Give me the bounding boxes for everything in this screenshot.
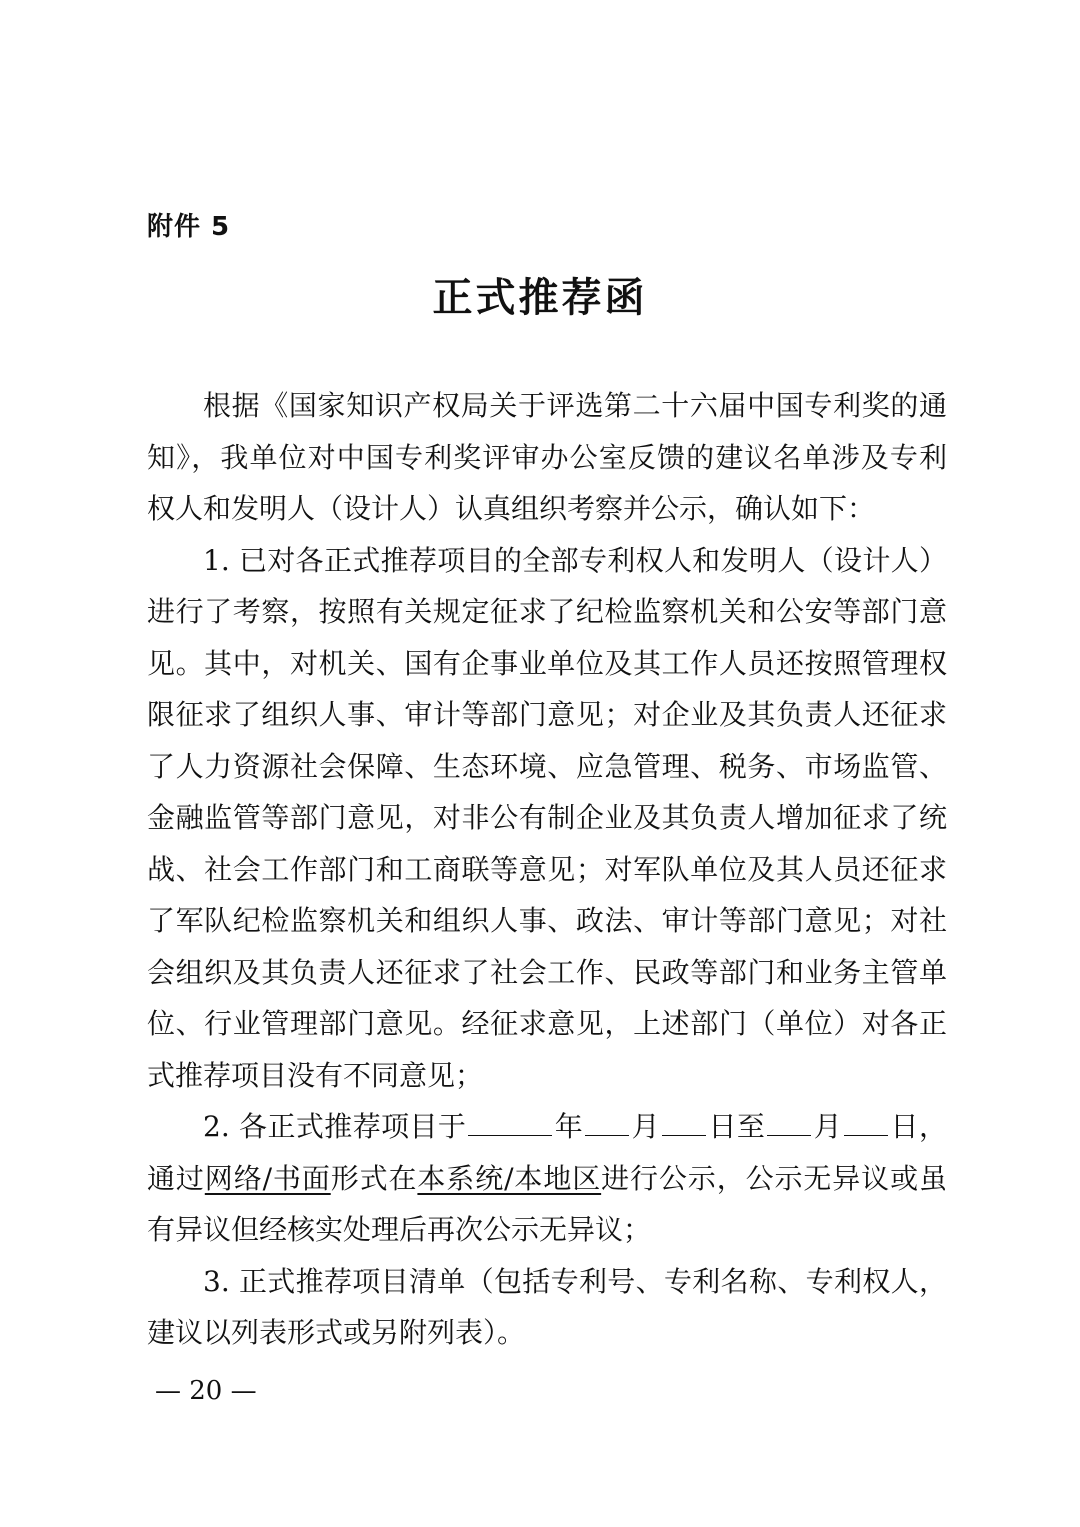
day-blank[interactable] <box>662 1111 706 1136</box>
month-blank[interactable] <box>585 1111 629 1136</box>
item-1-line: 战、社会工作部门和工商联等意见；对军队单位及其人员还征求 <box>147 852 947 886</box>
item-1-line: 见。其中，对机关、国有企事业单位及其工作人员还按照管理权 <box>147 646 947 680</box>
item-1-line: 限征求了组织人事、审计等部门意见；对企业及其负责人还征求 <box>147 698 947 731</box>
system-or-region-option: 本系统/本地区 <box>417 1161 602 1195</box>
item-1-line: 1. 已对各正式推荐项目的全部专利权人和发明人（设计人） <box>203 543 947 577</box>
year-label: 年 <box>554 1110 584 1143</box>
intro-paragraph <box>147 380 947 535</box>
item-1-line: 式推荐项目没有不同意见； <box>147 1058 484 1092</box>
item-2-method-line <box>91 1153 947 1205</box>
item-1-line: 了人力资源社会保障、生态环境、应急管理、税务、市场监管、 <box>147 749 947 783</box>
end-day-blank[interactable] <box>844 1111 888 1136</box>
end-month-label: 月 <box>813 1110 843 1143</box>
item-1-line: 会组织及其负责人还征求了社会工作、民政等部门和业务主管单 <box>147 955 947 989</box>
item-1-line: 金融监管等部门意见，对非公有制企业及其负责人增加征求了统 <box>147 801 947 834</box>
via-text: 通过 <box>147 1161 205 1195</box>
form-text: 形式在 <box>330 1161 418 1195</box>
item-1-paragraph <box>147 535 947 1102</box>
attachment-label: 附件 5 <box>147 212 231 242</box>
month-label: 月 <box>631 1110 661 1143</box>
intro-line: 根据《国家知识产权局关于评选第二十六届中国专利奖的通 <box>203 389 947 422</box>
item-2-prefix: 2. 各正式推荐项目于 <box>203 1110 467 1143</box>
document-title: 正式推荐函 <box>432 275 648 321</box>
page-number: — 20 — <box>155 1376 257 1406</box>
item-3-line: 3. 正式推荐项目清单（包括专利号、专利名称、专利权人， <box>203 1264 947 1298</box>
intro-line: 知》，我单位对中国专利奖评审办公室反馈的建议名单涉及专利 <box>147 440 947 474</box>
item-3-line: 建议以列表形式或另附列表）。 <box>147 1316 526 1349</box>
year-blank[interactable] <box>468 1111 552 1136</box>
item-2-line: 有异议但经核实处理后再次公示无异议； <box>147 1213 652 1246</box>
publicity-text: 进行公示，公示无异议或虽 <box>601 1161 947 1195</box>
item-2-paragraph <box>147 1101 947 1256</box>
intro-line: 权人和发明人（设计人）认真组织考察并公示，确认如下： <box>147 492 876 525</box>
item-1-line: 了军队纪检监察机关和组织人事、政法、审计等部门意见；对社 <box>147 904 947 937</box>
day-to-label: 日至 <box>708 1110 766 1143</box>
network-or-paper-option: 网络/书面 <box>204 1161 331 1195</box>
item-1-line: 位、行业管理部门意见。经征求意见，上述部门（单位）对各正 <box>147 1007 947 1040</box>
end-day-label: 日， <box>890 1110 947 1143</box>
item-3-paragraph <box>147 1256 947 1359</box>
end-month-blank[interactable] <box>767 1111 811 1136</box>
item-1-line: 进行了考察，按照有关规定征求了纪检监察机关和公安等部门意 <box>147 595 947 628</box>
document-body <box>147 380 947 1359</box>
item-2-date-line <box>147 1101 947 1153</box>
